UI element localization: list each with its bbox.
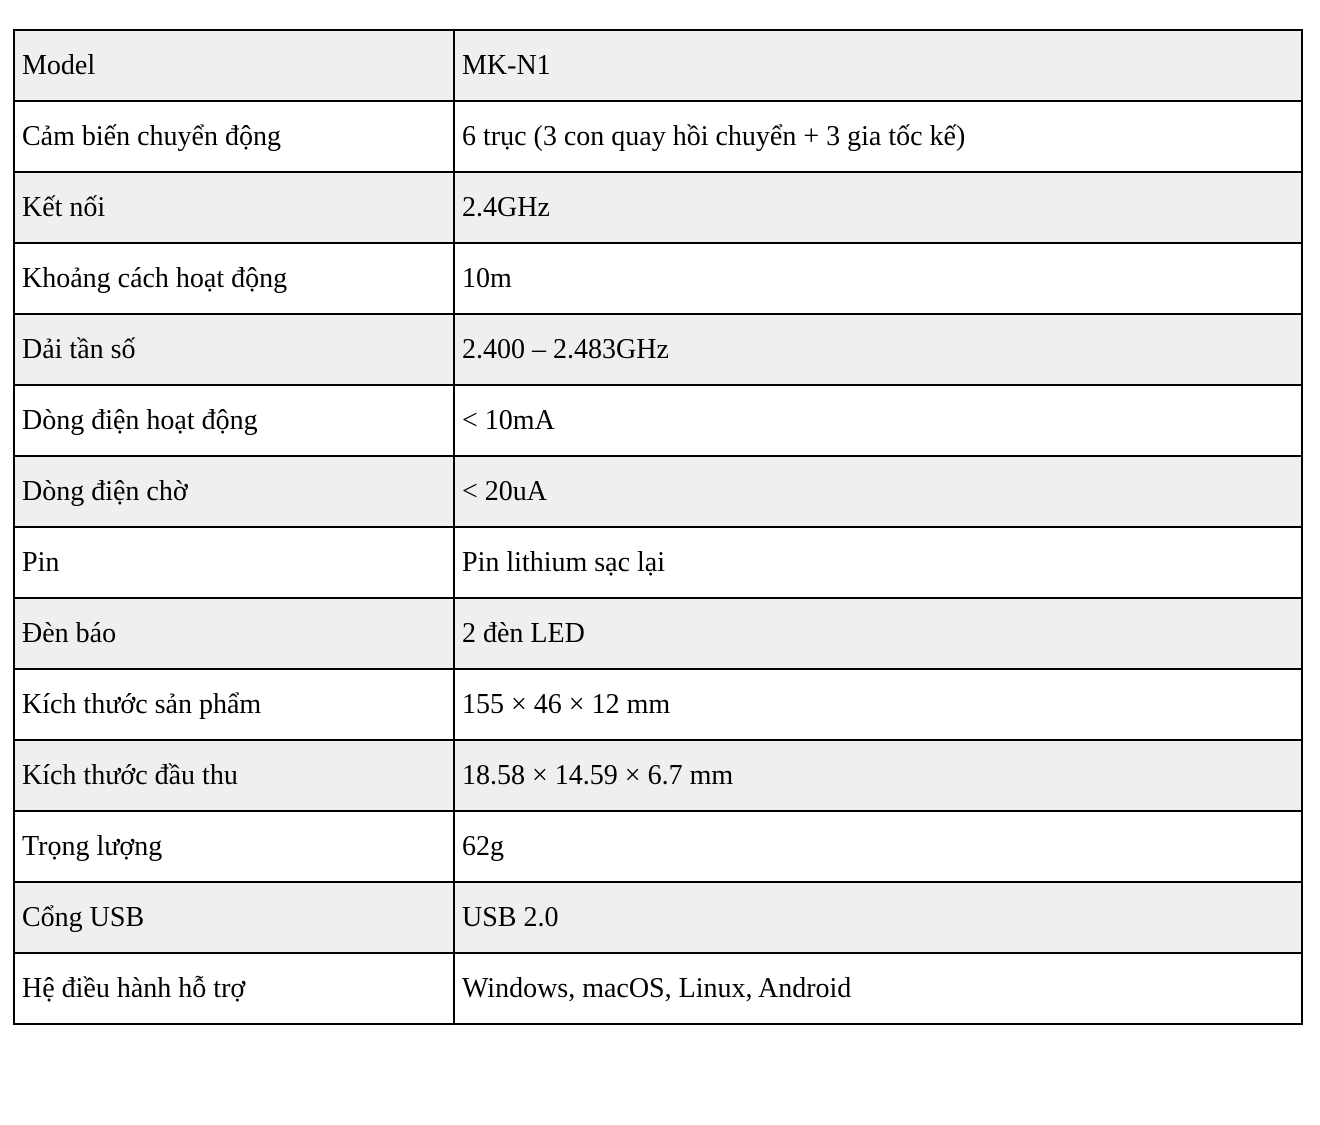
spec-value-cell: USB 2.0 [454,882,1302,953]
spec-label-cell: Trọng lượng [14,811,454,882]
spec-table-body [14,30,1302,1024]
spec-value-cell: 6 trục (3 con quay hồi chuyển + 3 gia tốc kế) [454,101,1302,172]
table-row [14,882,1302,953]
table-row [14,30,1302,101]
table-row [14,101,1302,172]
spec-label-cell: Dòng điện chờ [14,456,454,527]
spec-label-cell: Khoảng cách hoạt động [14,243,454,314]
spec-value-cell: < 20uA [454,456,1302,527]
spec-label-cell: Dải tần số [14,314,454,385]
table-row [14,953,1302,1024]
spec-value-cell: MK-N1 [454,30,1302,101]
table-row [14,243,1302,314]
table-row [14,811,1302,882]
table-row [14,314,1302,385]
table-row [14,669,1302,740]
spec-label-cell: Cảm biến chuyển động [14,101,454,172]
spec-label-cell: Hệ điều hành hỗ trợ [14,953,454,1024]
spec-value-cell: 155 × 46 × 12 mm [454,669,1302,740]
spec-label-cell: Dòng điện hoạt động [14,385,454,456]
spec-value-cell: Pin lithium sạc lại [454,527,1302,598]
spec-label-cell: Đèn báo [14,598,454,669]
spec-value-cell: 2.4GHz [454,172,1302,243]
spec-value-cell: 62g [454,811,1302,882]
table-row [14,456,1302,527]
spec-label-cell: Cổng USB [14,882,454,953]
table-row [14,527,1302,598]
spec-value-cell: 2.400 – 2.483GHz [454,314,1302,385]
spec-value-cell: 2 đèn LED [454,598,1302,669]
spec-table [13,29,1303,1025]
spec-label-cell: Model [14,30,454,101]
table-row [14,172,1302,243]
spec-label-cell: Pin [14,527,454,598]
spec-label-cell: Kích thước đầu thu [14,740,454,811]
spec-label-cell: Kích thước sản phẩm [14,669,454,740]
table-row [14,385,1302,456]
spec-value-cell: < 10mA [454,385,1302,456]
table-row [14,598,1302,669]
spec-label-cell: Kết nối [14,172,454,243]
spec-value-cell: 10m [454,243,1302,314]
spec-value-cell: Windows, macOS, Linux, Android [454,953,1302,1024]
spec-value-cell: 18.58 × 14.59 × 6.7 mm [454,740,1302,811]
table-row [14,740,1302,811]
